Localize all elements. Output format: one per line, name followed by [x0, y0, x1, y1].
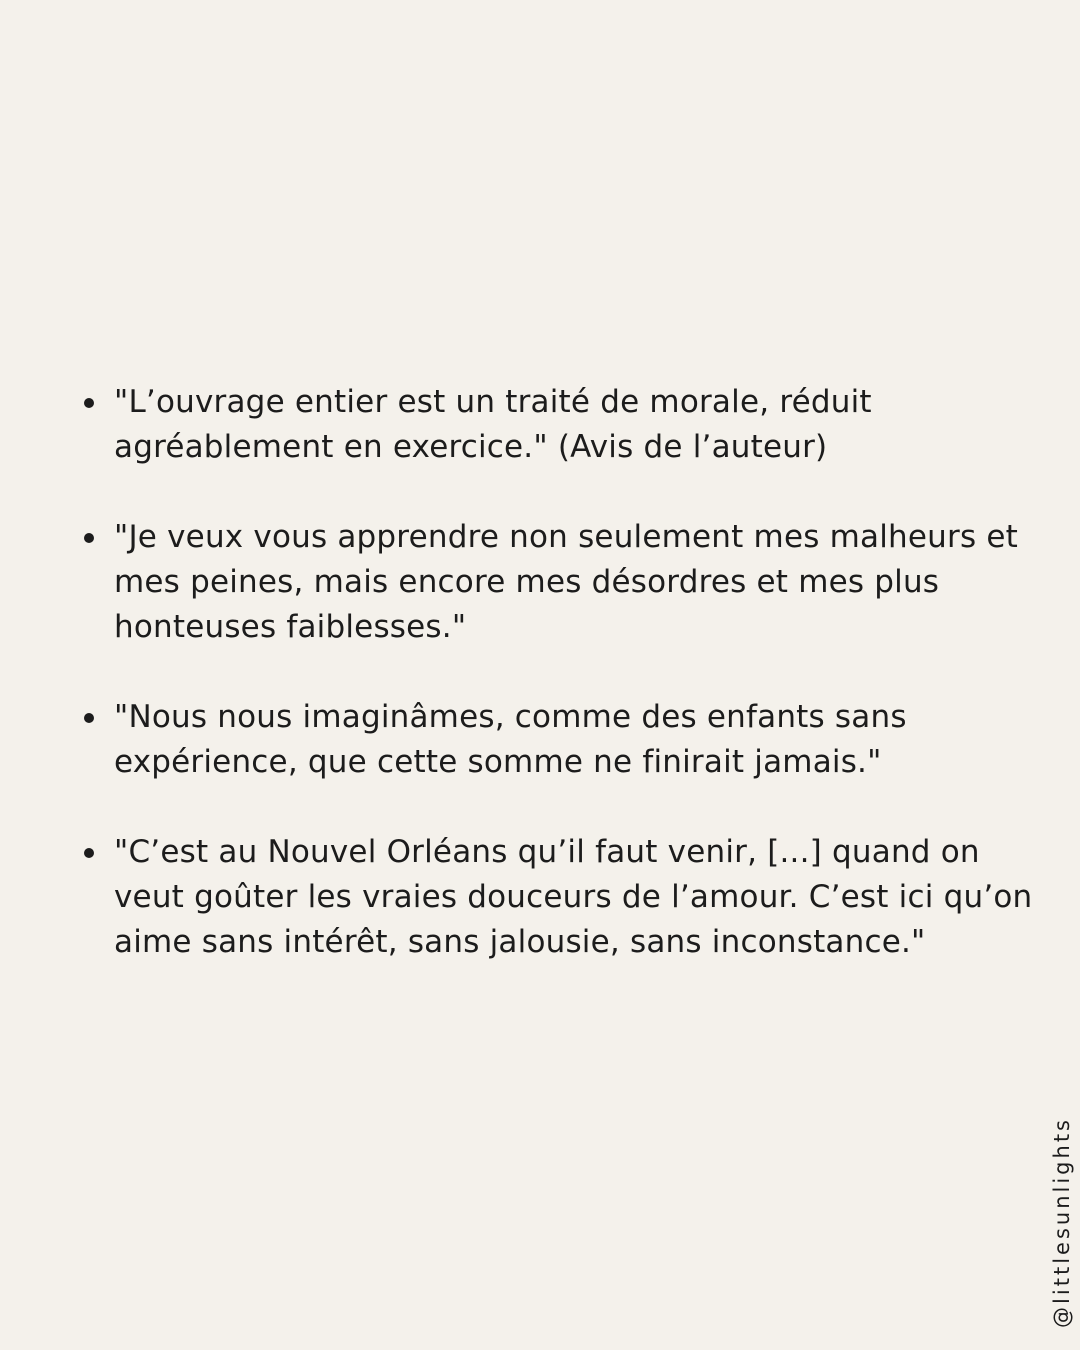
quote-item-4 — [84, 830, 1044, 965]
bullet-icon — [84, 848, 94, 858]
quote-text: "L’ouvrage entier est un traité de morale, réduit agréablement en exercice." (Avis de l’auteur) — [114, 384, 872, 465]
quote-item-1 — [84, 380, 1044, 470]
quote-item-3 — [84, 695, 1044, 785]
bullet-icon — [84, 398, 94, 408]
bullet-icon — [84, 533, 94, 543]
quote-text: "C’est au Nouvel Orléans qu’il faut venir, [...] quand on veut goûter les vraies douceurs de l’amour. C’est ici qu’on aime sans intérêt, sans jalousie, sans inconstance." — [114, 834, 1033, 960]
quote-text: "Nous nous imaginâmes, comme des enfants sans expérience, que cette somme ne finirait jamais." — [114, 699, 907, 780]
quote-list — [84, 380, 1044, 1010]
quote-text: "Je veux vous apprendre non seulement mes malheurs et mes peines, mais encore mes désordres et mes plus honteuses faiblesses." — [114, 519, 1018, 645]
author-handle: @littlesunlights — [1050, 1117, 1074, 1328]
quote-item-2 — [84, 515, 1044, 650]
bullet-icon — [84, 713, 94, 723]
